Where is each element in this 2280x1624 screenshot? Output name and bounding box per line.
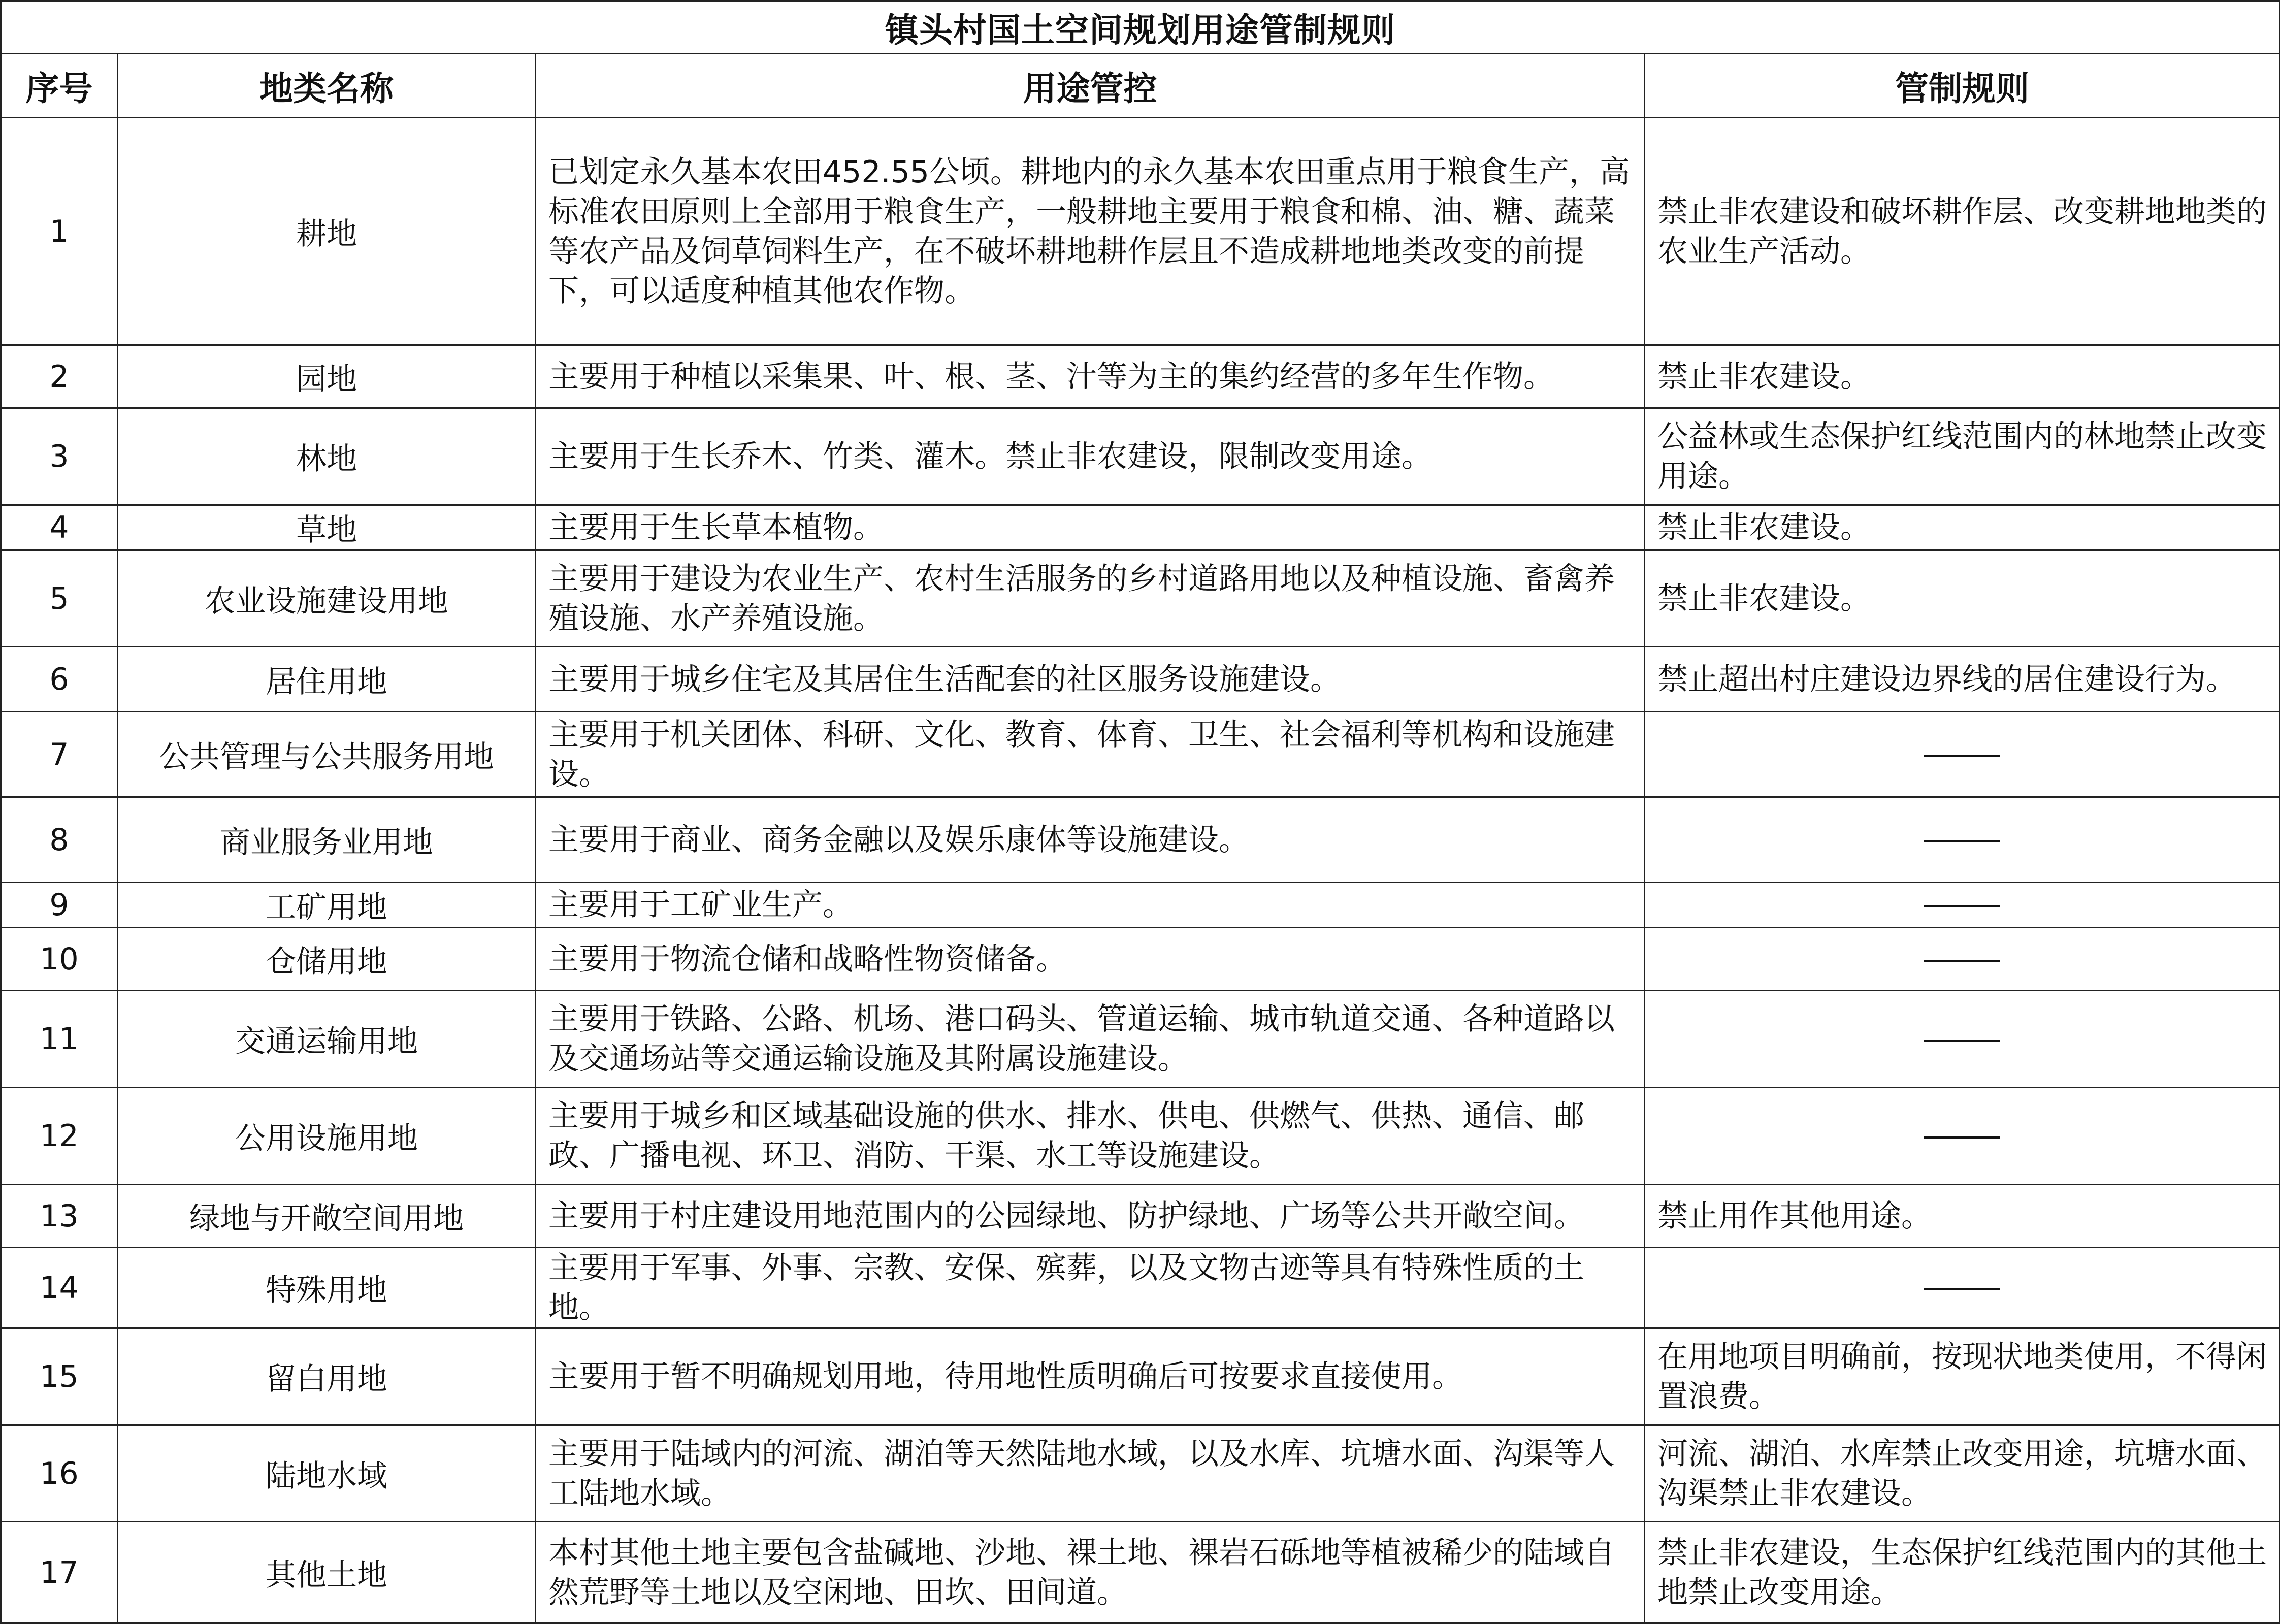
row-usage: 主要用于军事、外事、宗教、安保、殡葬，以及文物古迹等具有特殊性质的土地。 <box>536 1248 1645 1328</box>
table-title: 镇头村国土空间规划用途管制规则 <box>1 1 2280 54</box>
em-dash-placeholder <box>1924 905 2000 907</box>
row-index: 6 <box>1 647 118 712</box>
table-row <box>1 1425 2280 1522</box>
row-usage: 主要用于建设为农业生产、农村生活服务的乡村道路用地以及种植设施、畜禽养殖设施、水产养殖设施。 <box>536 550 1645 647</box>
row-usage: 主要用于暂不明确规划用地，待用地性质明确后可按要求直接使用。 <box>536 1328 1645 1425</box>
row-usage: 主要用于生长乔木、竹类、灌木。禁止非农建设，限制改变用途。 <box>536 408 1645 505</box>
row-land-type: 仓储用地 <box>118 928 536 991</box>
row-index: 7 <box>1 712 118 797</box>
row-rules: 禁止非农建设。 <box>1645 505 2280 550</box>
row-land-type: 绿地与开敞空间用地 <box>118 1185 536 1248</box>
table-row <box>1 797 2280 883</box>
row-land-type: 农业设施建设用地 <box>118 550 536 647</box>
table-row <box>1 1248 2280 1328</box>
table-row <box>1 1328 2280 1425</box>
row-index: 2 <box>1 345 118 408</box>
row-land-type: 耕地 <box>118 118 536 345</box>
row-rules: 禁止非农建设，生态保护红线范围内的其他土地禁止改变用途。 <box>1645 1522 2280 1623</box>
row-usage: 本村其他土地主要包含盐碱地、沙地、裸土地、裸岩石砾地等植被稀少的陆域自然荒野等土地以及空闲地、田坎、田间道。 <box>536 1522 1645 1623</box>
table-row <box>1 345 2280 408</box>
row-land-type: 陆地水域 <box>118 1425 536 1522</box>
row-land-type: 商业服务业用地 <box>118 797 536 883</box>
row-rules: 禁止用作其他用途。 <box>1645 1185 2280 1248</box>
row-land-type: 草地 <box>118 505 536 550</box>
em-dash-placeholder <box>1924 755 2000 757</box>
row-index: 3 <box>1 408 118 505</box>
row-index: 13 <box>1 1185 118 1248</box>
row-index: 1 <box>1 118 118 345</box>
row-rules-empty <box>1645 1088 2280 1185</box>
header-usage: 用途管控 <box>536 54 1645 118</box>
row-land-type: 特殊用地 <box>118 1248 536 1328</box>
row-rules-empty <box>1645 883 2280 928</box>
row-rules-empty <box>1645 991 2280 1088</box>
table-row <box>1 1088 2280 1185</box>
row-rules-empty <box>1645 797 2280 883</box>
row-land-type: 留白用地 <box>118 1328 536 1425</box>
row-index: 8 <box>1 797 118 883</box>
row-usage: 主要用于物流仓储和战略性物资储备。 <box>536 928 1645 991</box>
row-rules-empty <box>1645 1248 2280 1328</box>
row-usage: 主要用于生长草本植物。 <box>536 505 1645 550</box>
row-usage: 主要用于城乡和区域基础设施的供水、排水、供电、供燃气、供热、通信、邮政、广播电视、环卫、消防、干渠、水工等设施建设。 <box>536 1088 1645 1185</box>
row-rules-empty <box>1645 712 2280 797</box>
em-dash-placeholder <box>1924 960 2000 962</box>
table-row <box>1 991 2280 1088</box>
row-land-type: 公共管理与公共服务用地 <box>118 712 536 797</box>
row-rules: 禁止超出村庄建设边界线的居住建设行为。 <box>1645 647 2280 712</box>
row-land-type: 其他土地 <box>118 1522 536 1623</box>
row-usage: 主要用于城乡住宅及其居住生活配套的社区服务设施建设。 <box>536 647 1645 712</box>
row-land-type: 林地 <box>118 408 536 505</box>
row-index: 11 <box>1 991 118 1088</box>
table-row <box>1 883 2280 928</box>
row-rules: 禁止非农建设。 <box>1645 550 2280 647</box>
table-row <box>1 505 2280 550</box>
row-usage: 已划定永久基本农田452.55公顷。耕地内的永久基本农田重点用于粮食生产，高标准农田原则上全部用于粮食生产，一般耕地主要用于粮食和棉、油、糖、蔬菜等农产品及饲草饲料生产，在不破坏耕地耕作层且不造成耕地地类改变的前提下，可以适度种植其他农作物。 <box>536 118 1645 345</box>
table-row <box>1 647 2280 712</box>
row-usage: 主要用于陆域内的河流、湖泊等天然陆地水域，以及水库、坑塘水面、沟渠等人工陆地水域。 <box>536 1425 1645 1522</box>
header-row <box>1 54 2280 118</box>
row-usage: 主要用于工矿业生产。 <box>536 883 1645 928</box>
table-row <box>1 550 2280 647</box>
row-land-type: 工矿用地 <box>118 883 536 928</box>
title-row <box>1 1 2280 54</box>
em-dash-placeholder <box>1924 1040 2000 1042</box>
row-index: 5 <box>1 550 118 647</box>
header-land-type: 地类名称 <box>118 54 536 118</box>
row-rules: 禁止非农建设。 <box>1645 345 2280 408</box>
row-index: 16 <box>1 1425 118 1522</box>
table-row <box>1 712 2280 797</box>
row-index: 15 <box>1 1328 118 1425</box>
row-land-type: 公用设施用地 <box>118 1088 536 1185</box>
row-index: 4 <box>1 505 118 550</box>
table-row <box>1 118 2280 345</box>
table-row <box>1 1185 2280 1248</box>
row-rules: 公益林或生态保护红线范围内的林地禁止改变用途。 <box>1645 408 2280 505</box>
row-usage: 主要用于机关团体、科研、文化、教育、体育、卫生、社会福利等机构和设施建设。 <box>536 712 1645 797</box>
row-rules: 禁止非农建设和破坏耕作层、改变耕地地类的农业生产活动。 <box>1645 118 2280 345</box>
row-usage: 主要用于种植以采集果、叶、根、茎、汁等为主的集约经营的多年生作物。 <box>536 345 1645 408</box>
table-row <box>1 928 2280 991</box>
em-dash-placeholder <box>1924 1288 2000 1290</box>
row-rules: 河流、湖泊、水库禁止改变用途，坑塘水面、沟渠禁止非农建设。 <box>1645 1425 2280 1522</box>
row-index: 14 <box>1 1248 118 1328</box>
table-row <box>1 408 2280 505</box>
table-row <box>1 1522 2280 1623</box>
row-rules-empty <box>1645 928 2280 991</box>
header-rules: 管制规则 <box>1645 54 2280 118</box>
row-rules: 在用地项目明确前，按现状地类使用，不得闲置浪费。 <box>1645 1328 2280 1425</box>
row-land-type: 居住用地 <box>118 647 536 712</box>
row-index: 10 <box>1 928 118 991</box>
row-index: 9 <box>1 883 118 928</box>
row-usage: 主要用于村庄建设用地范围内的公园绿地、防护绿地、广场等公共开敞空间。 <box>536 1185 1645 1248</box>
row-land-type: 园地 <box>118 345 536 408</box>
row-usage: 主要用于商业、商务金融以及娱乐康体等设施建设。 <box>536 797 1645 883</box>
row-usage: 主要用于铁路、公路、机场、港口码头、管道运输、城市轨道交通、各种道路以及交通场站等交通运输设施及其附属设施建设。 <box>536 991 1645 1088</box>
row-land-type: 交通运输用地 <box>118 991 536 1088</box>
em-dash-placeholder <box>1924 840 2000 842</box>
row-index: 17 <box>1 1522 118 1623</box>
row-index: 12 <box>1 1088 118 1185</box>
em-dash-placeholder <box>1924 1136 2000 1139</box>
header-index: 序号 <box>1 54 118 118</box>
